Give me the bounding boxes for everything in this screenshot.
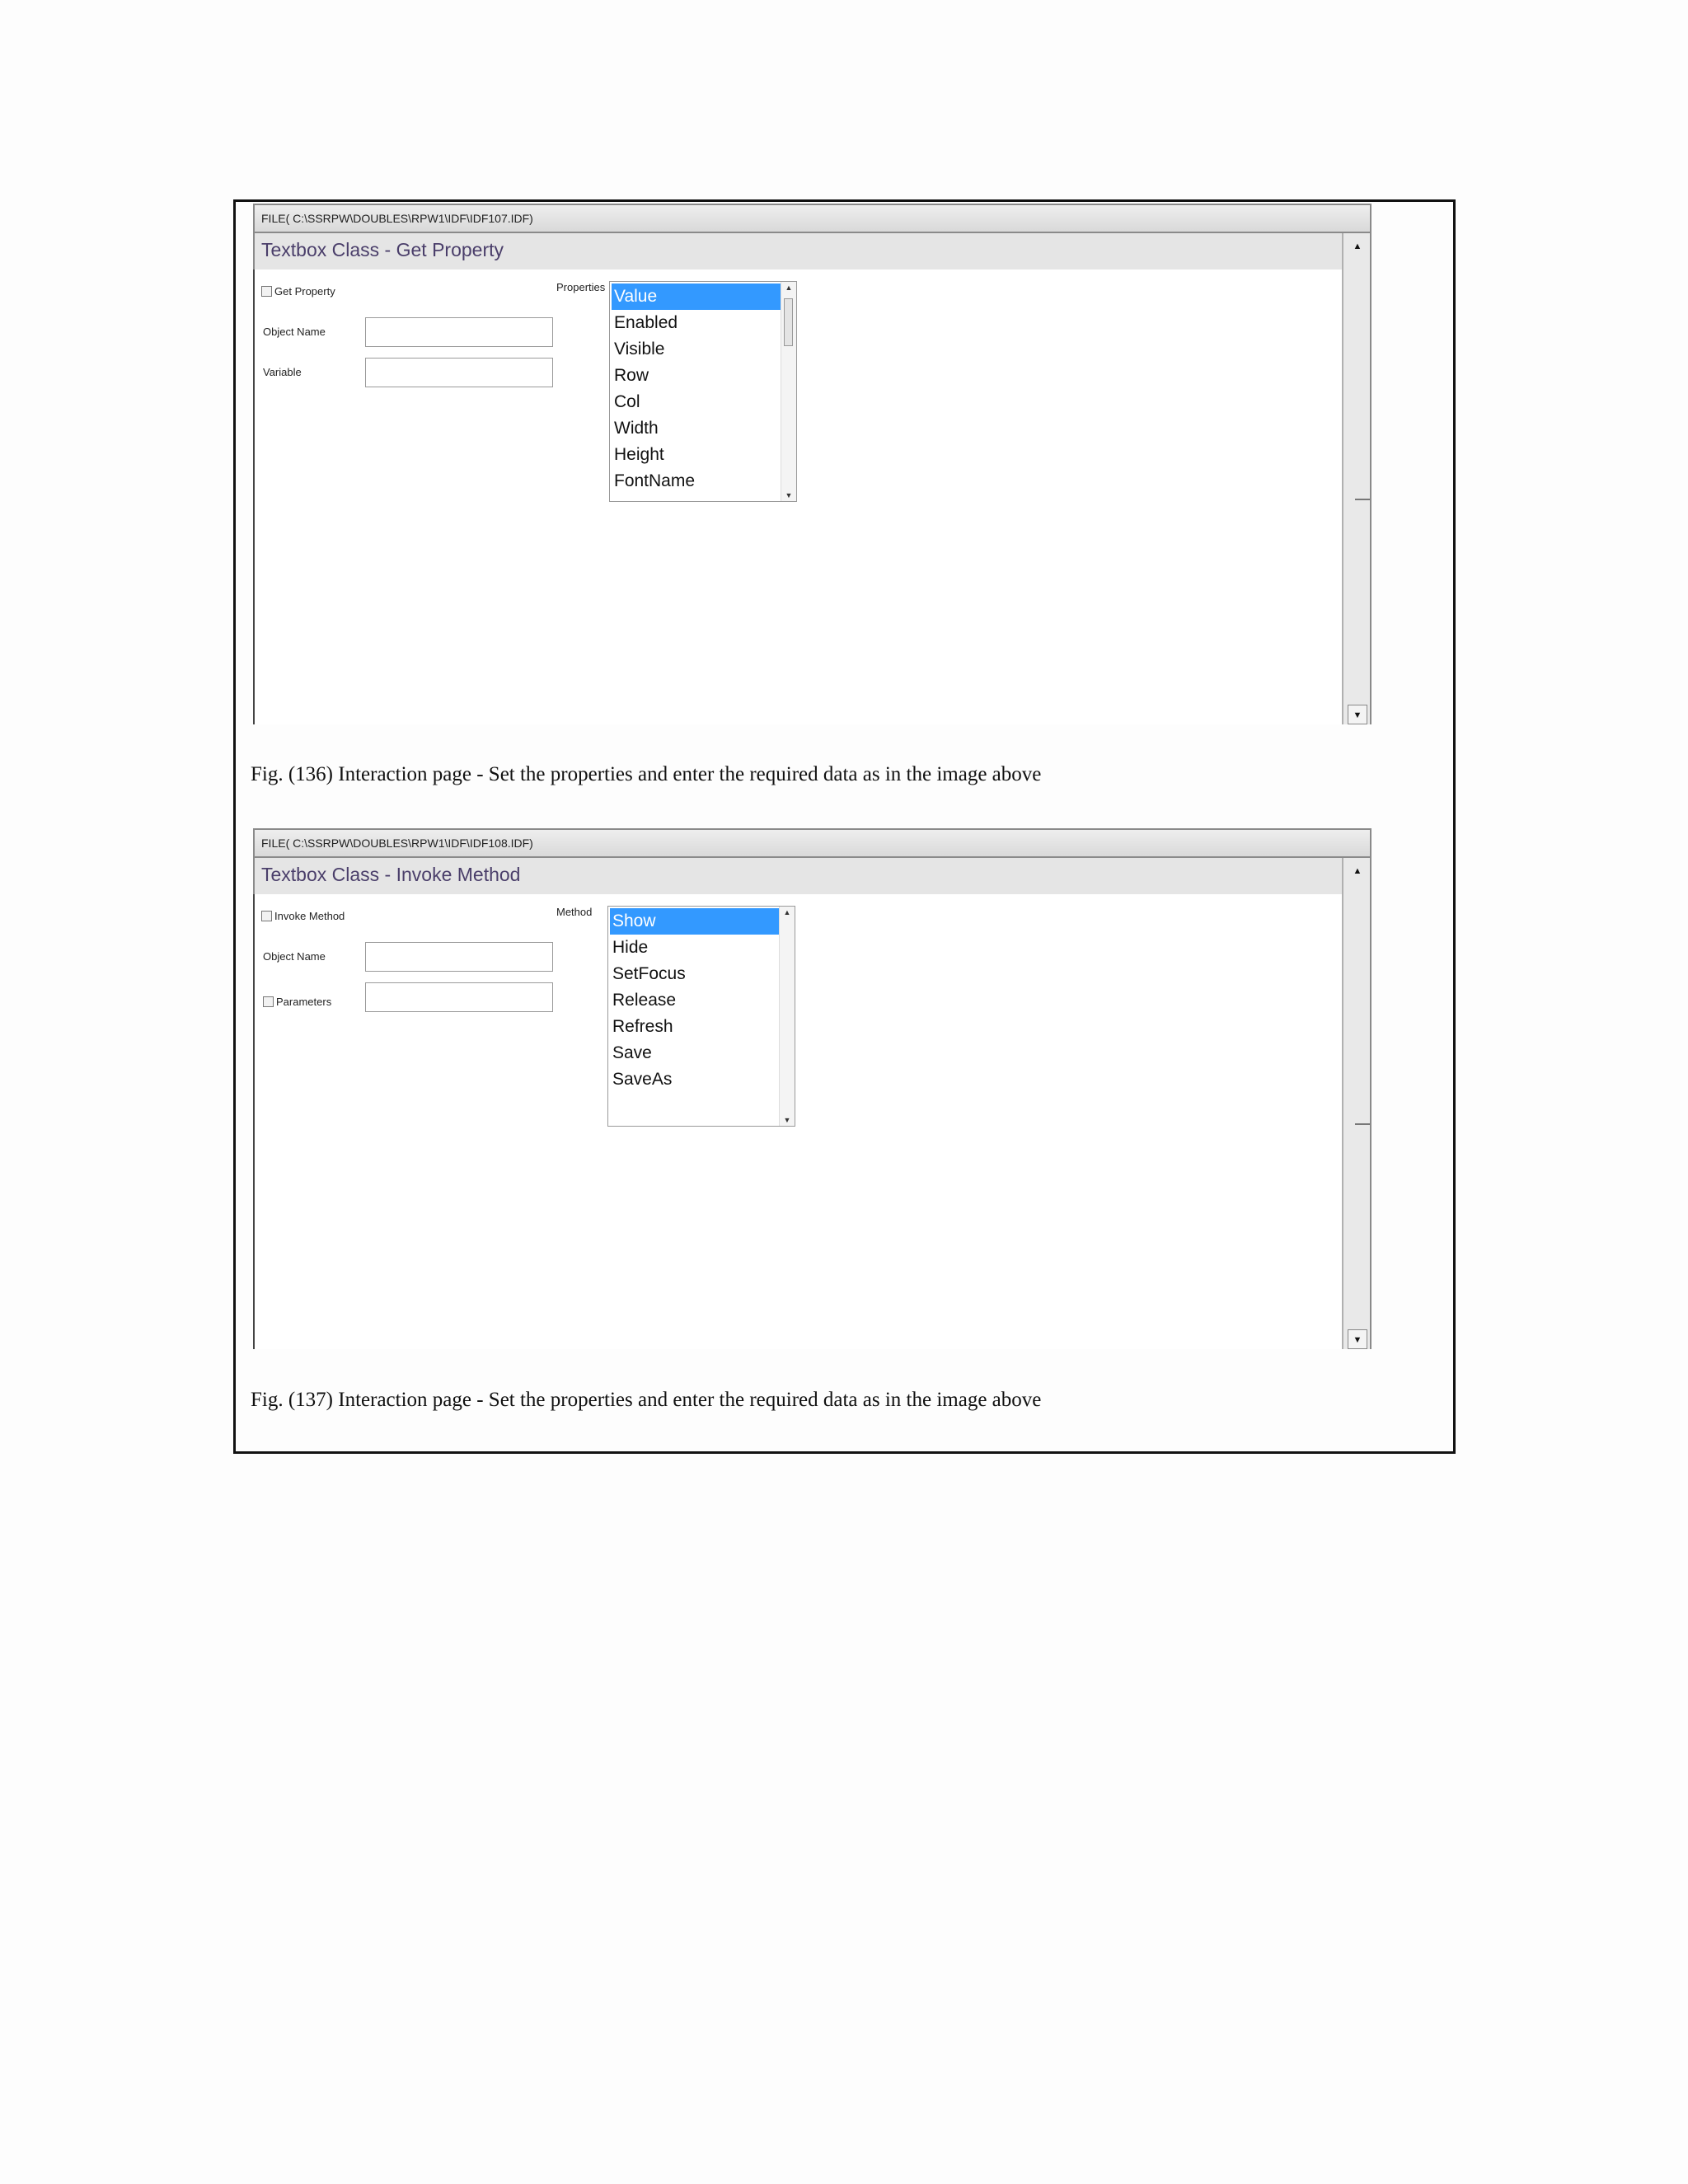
list-option[interactable]: Refresh bbox=[612, 1017, 673, 1036]
list-option[interactable]: Save bbox=[612, 1043, 652, 1062]
list-option[interactable]: Col bbox=[614, 392, 640, 411]
list-option[interactable]: Value bbox=[612, 284, 781, 310]
list-option[interactable]: SetFocus bbox=[612, 964, 686, 983]
parameters-checkbox[interactable] bbox=[263, 996, 274, 1007]
form-title: Textbox Class - Get Property bbox=[253, 233, 1372, 269]
list-option[interactable]: FontName bbox=[614, 471, 696, 490]
listbox-scrollbar[interactable] bbox=[779, 907, 795, 1126]
page-scrollbar[interactable] bbox=[1342, 233, 1372, 724]
list-option[interactable]: SaveAs bbox=[612, 1070, 673, 1089]
file-path-bar: FILE( C:\SSRPW\DOUBLES\RPW1\IDF\IDF108.IDF) bbox=[253, 828, 1372, 858]
get-property-checkbox[interactable] bbox=[261, 286, 272, 297]
method-label: Method bbox=[556, 906, 593, 918]
scroll-down-icon[interactable]: ▼ bbox=[1348, 1329, 1367, 1349]
properties-listbox[interactable] bbox=[609, 281, 797, 502]
object-name-input[interactable] bbox=[365, 317, 553, 347]
scroll-up-arrow-icon[interactable]: ▲ bbox=[785, 284, 793, 292]
method-listbox[interactable] bbox=[607, 906, 795, 1127]
form-content bbox=[253, 894, 1342, 1349]
variable-input[interactable] bbox=[365, 358, 553, 387]
list-option[interactable]: Height bbox=[614, 445, 664, 464]
list-option[interactable]: Row bbox=[614, 366, 649, 385]
parameters-label: Parameters bbox=[276, 996, 332, 1008]
get-property-label: Get Property bbox=[274, 285, 335, 298]
list-option[interactable]: Enabled bbox=[614, 313, 678, 332]
figure-caption-137: Fig. (137) Interaction page - Set the properties and enter the required data as in the image above bbox=[251, 1389, 1042, 1411]
object-name-input[interactable] bbox=[365, 942, 553, 972]
scroll-up-icon[interactable]: ▲ bbox=[1353, 866, 1362, 876]
page-scroll-thumb[interactable] bbox=[1355, 1117, 1370, 1125]
scroll-down-arrow-icon[interactable]: ▼ bbox=[785, 491, 793, 499]
object-name-label: Object Name bbox=[263, 950, 326, 963]
listbox-scrollbar[interactable] bbox=[781, 282, 796, 501]
page-scrollbar[interactable] bbox=[1342, 858, 1372, 1349]
listbox-scroll-thumb[interactable] bbox=[784, 298, 793, 346]
object-name-label: Object Name bbox=[263, 326, 326, 338]
figure-caption-136: Fig. (136) Interaction page - Set the properties and enter the required data as in the image above bbox=[251, 763, 1042, 785]
list-option[interactable]: Visible bbox=[614, 340, 665, 359]
page-scroll-thumb[interactable] bbox=[1355, 492, 1370, 500]
invoke-method-label: Invoke Method bbox=[274, 910, 345, 922]
properties-list-items bbox=[612, 284, 781, 494]
scroll-down-icon[interactable]: ▼ bbox=[1348, 705, 1367, 724]
form-title: Textbox Class - Invoke Method bbox=[253, 858, 1372, 894]
scroll-up-arrow-icon[interactable]: ▲ bbox=[783, 908, 791, 916]
method-list-items bbox=[610, 908, 780, 1093]
list-option[interactable]: Show bbox=[610, 908, 780, 935]
list-option[interactable]: Width bbox=[614, 419, 659, 438]
form-content bbox=[253, 269, 1342, 724]
file-path-bar: FILE( C:\SSRPW\DOUBLES\RPW1\IDF\IDF107.IDF) bbox=[253, 204, 1372, 233]
parameters-input[interactable] bbox=[365, 982, 553, 1012]
screenshot-invoke-method bbox=[253, 828, 1372, 1349]
scroll-down-arrow-icon[interactable]: ▼ bbox=[783, 1116, 791, 1124]
list-option[interactable]: Hide bbox=[612, 938, 649, 957]
scroll-up-icon[interactable]: ▲ bbox=[1353, 241, 1362, 251]
properties-label: Properties bbox=[556, 281, 606, 293]
variable-label: Variable bbox=[263, 366, 302, 378]
screenshot-get-property bbox=[253, 204, 1372, 724]
document-frame bbox=[233, 199, 1456, 1454]
list-option[interactable]: Release bbox=[612, 991, 677, 1010]
invoke-method-checkbox[interactable] bbox=[261, 911, 272, 921]
